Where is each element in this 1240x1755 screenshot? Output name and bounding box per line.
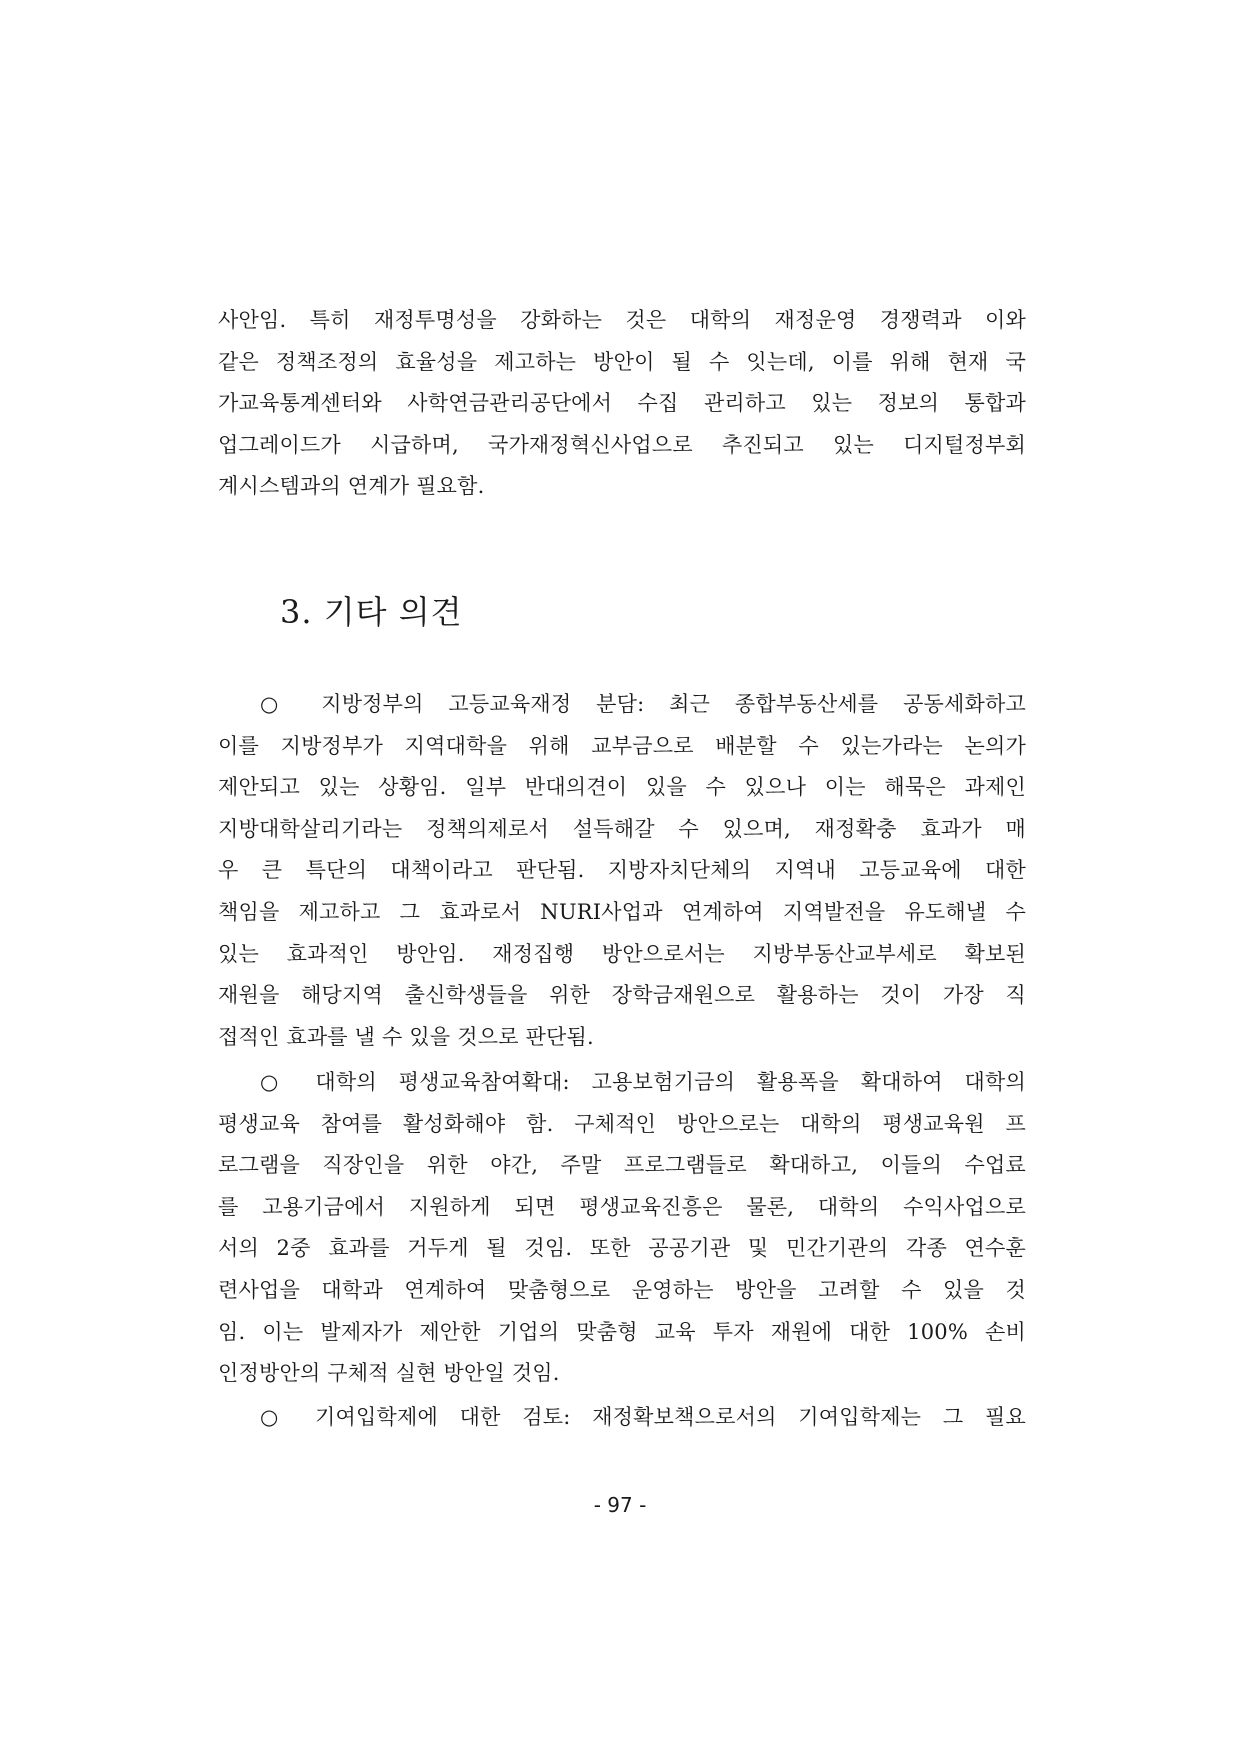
bullet-first-line: ○ 대학의 평생교육참여확대: 고용보험기금의 활용폭을 확대하여 대학의: [260, 1070, 1026, 1094]
text-line: 책임을 제고하고 그 효과로서 NURI사업과 연계하여 지역발전을 유도해낼 수: [218, 899, 1026, 924]
text-line: 제안되고 있는 상황임. 일부 반대의견이 있을 수 있으나 이는 해묵은 과제인: [218, 775, 1026, 800]
text-line: 이를 지방정부가 지역대학을 위해 교부금으로 배분할 수 있는가라는 논의가: [218, 733, 1026, 758]
text-line: 련사업을 대학과 연계하여 맞춤형으로 운영하는 방안을 고려할 수 있을 것: [218, 1277, 1026, 1302]
text-line: 로그램을 직장인을 위한 야간, 주말 프로그램들로 확대하고, 이들의 수업료: [218, 1153, 1026, 1178]
text-line: 지방대학살리기라는 정책의제로서 설득해갈 수 있으며, 재정확충 효과가 매: [218, 816, 1026, 841]
text-line: 임. 이는 발제자가 제안한 기업의 맞춤형 교육 투자 재원에 대한 100% 손비: [218, 1319, 1026, 1344]
text-line: 재원을 해당지역 출신학생들을 위한 장학금재원으로 활용하는 것이 가장 직: [218, 983, 1026, 1008]
text-line: 평생교육 참여를 활성화해야 함. 구체적인 방안으로는 대학의 평생교육원 프: [218, 1111, 1026, 1136]
text-line: 우 큰 특단의 대책이라고 판단됨. 지방자치단체의 지역내 고등교육에 대한: [218, 858, 1026, 883]
text-line: 인정방안의 구체적 실현 방안일 것임.: [218, 1361, 560, 1386]
text-line: 업그레이드가 시급하며, 국가재정혁신사업으로 추진되고 있는 디지털정부회: [218, 432, 1026, 457]
text-line: 사안임. 특히 재정투명성을 강화하는 것은 대학의 재정운영 경쟁력과 이와: [218, 308, 1026, 332]
text-line: 계시스템과의 연계가 필요함.: [218, 474, 485, 499]
paragraph-finance-transparency: [218, 300, 1026, 508]
text-line: 가교육통계센터와 사학연금관리공단에서 수집 관리하고 있는 정보의 통합과: [218, 391, 1026, 416]
bullet-lifelong-education: [218, 1062, 1026, 1395]
text-line: 있는 효과적인 방안임. 재정집행 방안으로서는 지방부동산교부세로 확보된: [218, 941, 1026, 966]
bullet-local-government-finance: [218, 684, 1026, 1058]
bullet-donation-admission: [218, 1397, 1026, 1439]
text-line: 를 고용기금에서 지원하게 되면 평생교육진흥은 물론, 대학의 수익사업으로: [218, 1194, 1026, 1219]
section-heading: 3. 기타 의견: [280, 593, 463, 631]
text-line: 접적인 효과를 낼 수 있을 것으로 판단됨.: [218, 1024, 594, 1049]
bullet-first-line: ○ 지방정부의 고등교육재정 분담: 최근 종합부동산세를 공동세화하고: [260, 692, 1026, 716]
text-line: 같은 정책조정의 효율성을 제고하는 방안이 될 수 잇는데, 이를 위해 현재 국: [218, 349, 1026, 374]
page-number: - 97 -: [593, 1493, 647, 1517]
text-line: 서의 2중 효과를 거두게 될 것임. 또한 공공기관 및 민간기관의 각종 연수훈: [218, 1236, 1026, 1261]
bullet-first-line: ○ 기여입학제에 대한 검토: 재정확보책으로서의 기여입학제는 그 필요: [260, 1405, 1026, 1429]
